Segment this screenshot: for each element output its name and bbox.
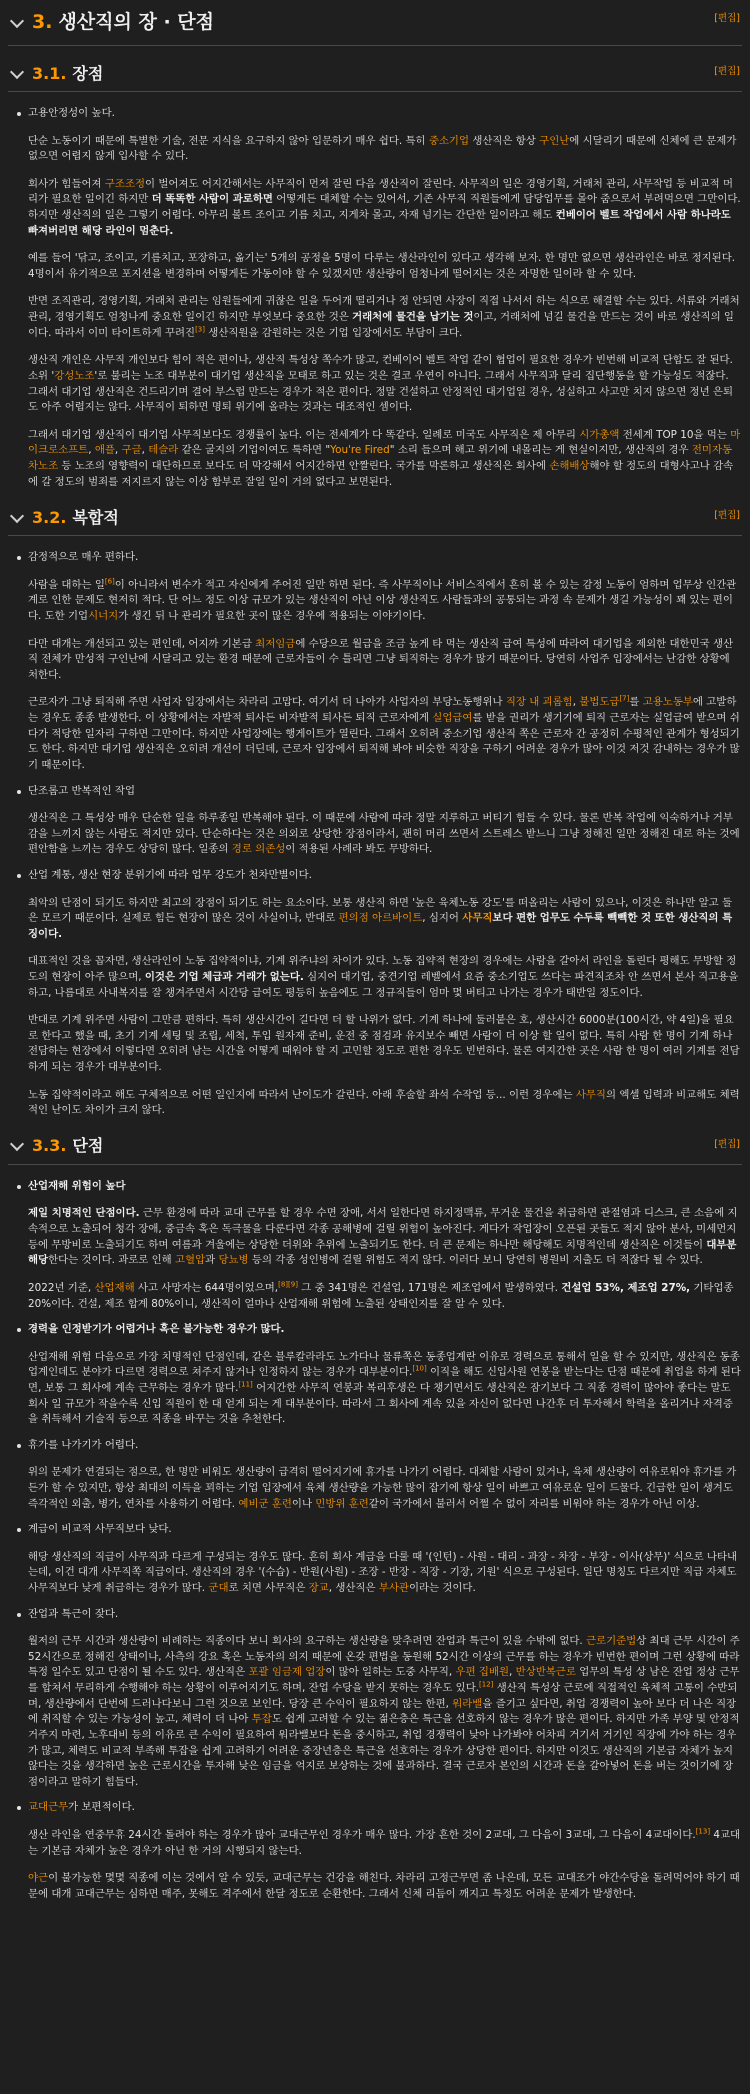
item-heading: 감정적으로 매우 편하다. xyxy=(28,551,139,564)
item-heading: 교대근무가 보편적이다. xyxy=(28,1801,135,1814)
link[interactable]: 손해배상 xyxy=(549,459,590,472)
edit-link[interactable]: [편집] xyxy=(714,13,740,24)
subsection-heading-mixed[interactable] xyxy=(8,500,742,536)
paragraph: 단순 노동이기 때문에 특별한 기술, 전문 지식을 요구하지 않아 입문하기 매우 쉽다. 특히 중소기업 생산직은 항상 구인난에 시달리기 때문에 신체에 큰 문제가 없으면 어렵지 않게 입사할 수 있다. xyxy=(28,134,737,163)
link[interactable]: 중소기업 xyxy=(428,134,470,147)
item-heading: 계급이 비교적 사무직보다 낮다. xyxy=(28,1523,172,1536)
list-item xyxy=(28,550,742,773)
section-heading[interactable] xyxy=(8,0,742,46)
paragraph: 반면 조직관리, 경영기획, 거래처 관리는 임원들에게 귀찮은 일을 두어개 떨리거나 정 안되면 사장이 직접 나서서 하는 식으로 해결할 수는 있다. 서류와 거래처 관리, 경영기획도 엄청나게 중요한 일이긴 하지만 부엇보다 중요한 것은 거래처에 물건을 납기는 것이고, 거래처에 넘길 물건을 만드는 것이 바로 생산직의 일이다. 따라서 이미 타이트하게 꾸려진[3] 생산직원을 감원하는 것은 기업 입장에서도 부담이 크다. xyxy=(28,295,740,339)
link[interactable]: 경로 의존성 xyxy=(231,843,286,856)
paragraph: 야근이 불가능한 몇몇 직종에 이는 것에서 알 수 있듯, 교대근무는 건강을 해친다. 차라리 고정근무면 좀 나은데, 모든 교대조가 야간수당을 돌려먹어야 하기 때문에 대개 교대근무는 심하면 매주, 못해도 격주에서 한달 정도로 순환한다. 그래서 신체 리듬이 깨지고 특정도 어려운 문제가 발생한다. xyxy=(28,1872,740,1900)
subsection-title: 장점 xyxy=(72,63,104,83)
footnote-link[interactable]: [12] xyxy=(479,1680,494,1689)
item-heading: 휴가를 나가기가 어렵다. xyxy=(28,1438,139,1451)
paragraph: 회사가 힘들어져 구조조정이 벌어져도 어지간해서는 사무직이 먼저 잘린 다음 생산직이 잘린다. 사무직의 일은 경영기획, 거래처 관리, 사무작업 등 비교적 머리가 필요한 일이긴 하지만 더 똑똑한 사람이 과로하면 어떻게든 대체할 수는 있어서, 기존 사무직 직원들에게 담당업무를 몰아 줌으로서 부려먹으면 그만이다. 하지만 생산직의 일은 그렇기 어렵다. 아무리 볼트 조이고 기름 치고, 지게차 몰고, 자재 넘기는 간단한 일이라고 해도 컨베이어 벨트 작업에서 사람 하나라도 빠져버리면 해당 라인이 멈춘다. xyxy=(28,177,741,237)
footnote-link[interactable]: [10] xyxy=(412,1364,427,1373)
link[interactable]: 불법도급 xyxy=(579,696,620,709)
item-heading: 산업재해 위험이 높다 xyxy=(28,1179,126,1192)
item-heading: 산업 계통, 생산 현장 분위기에 따라 업무 강도가 천차만별이다. xyxy=(28,868,312,881)
paragraph: 산업재해 위험 다음으로 가장 치명적인 단점인데, 같은 블루칼라라도 노가다나 물류쪽은 동종업계란 이유로 경력으로 통해서 일을 할 수 있지만, 생산직은 동종업계인데도 분야가 다르면 경력으로 쳐주지 않거나 인정하지 않는 경우가 대부분이다.[10] 이직을 해도 신입사원 연봉을 받는다는 단점 때문에 취업을 하게 된다면, 보통 그 회사에 계속 근무하는 경우가 많다.[11] 어지간한 사무직 연봉과 복리후생은 다 챙기면서도 생산직은 잠기보다 그 직종 경력이 많아야 좋다는 말도 회사 일 규모가 작을수록 신입 직원이 한 대 얻게 되는 게 대부분이다. 따라서 그 회사에 계속 있을 자신이 없다면 나간후 더 투자해서 학력을 올리거나 자격증을 취득해서 기술직 등으로 직종을 바꾸는 것을 추천한다. xyxy=(28,1350,741,1426)
link[interactable]: 사무직 xyxy=(575,1088,606,1101)
cons-list xyxy=(8,1179,742,1903)
paragraph: 사람을 대하는 일[6]이 아니라서 변수가 적고 자신에게 주어진 일만 하면 된다. 즉 사무직이나 서비스직에서 흔히 볼 수 있는 감정 노동이 엄하며 업무상 인간관계로 인한 문제도 현저히 적다. 단 어느 정도 이상 규모가 있는 생산직이 아닌 이상 생산직도 사람들과의 공통되는 과정 속 문제가 생길 가능성이 꽤 있는 편이다. 도한 기업시너지가 생긴 뒤 나 관리가 필요한 곳이 많은 경우에 적용되는 이야기이다. xyxy=(28,577,737,623)
paragraph: 근로자가 그냥 퇴직해 주면 사업자 입장에서는 차라리 고맙다. 여기서 더 나아가 사업자의 부당노동행위나 직장 내 괴롭힘, 불법도급[7]를 고용노동부에 고발하는 경우도 종종 발생한다. 이 상황에서는 자발적 퇴사든 비자발적 퇴사든 퇴직 근로자에게 실업급여를 받을 권리가 생기기에 퇴직 근로자는 실업급여 받으며 쉬다가 적당한 일자리 구하면 그만이다. 하지만 사업장에는 행게이트가 열린다. 그래서 오히려 중소기업 생산직 쪽은 근로자 간 공정히 수평적인 관계가 형성되기도 한다. 하지만 대기업 생산직은 오히려 개선이 더딘데, 근로자 입장에서 퇴직해 봐야 비슷한 직장을 구하기 어려운 경우가 많아 이것 저것 감내하는 경우가 많기 때문이다. xyxy=(28,694,740,771)
link[interactable]: 고혈압 xyxy=(175,1254,206,1267)
link[interactable]: 고용노동부 xyxy=(642,696,693,709)
link[interactable]: 군대 xyxy=(208,1582,229,1595)
link[interactable]: 우편 집배원 xyxy=(455,1666,510,1679)
link[interactable]: 투잡 xyxy=(251,1713,272,1726)
chevron-down-icon[interactable] xyxy=(10,1137,24,1151)
link[interactable]: 마이크로소프트 xyxy=(28,428,741,457)
subsection-number[interactable]: 3.1. xyxy=(32,63,67,83)
link[interactable]: 포괄 임금제 업장 xyxy=(248,1666,326,1679)
edit-link[interactable]: [편집] xyxy=(714,1138,740,1150)
footnote-link[interactable]: [13] xyxy=(695,1827,711,1836)
footnote-link[interactable]: [11] xyxy=(238,1380,253,1389)
footnote-link[interactable]: [6] xyxy=(104,577,115,586)
paragraph: 노동 집약적이라고 해도 구체적으로 어떤 일인지에 따라서 난이도가 갈린다. 아래 후술할 좌석 수작업 등... 이런 경우에는 사무직의 엑셀 입력과 비교해도 체력적인 난이도 차이가 크지 않다. xyxy=(28,1088,740,1117)
link[interactable]: 반상반복근로 xyxy=(515,1666,576,1679)
list-item xyxy=(28,1179,742,1312)
link[interactable]: 예비군 훈련 xyxy=(238,1497,292,1510)
paragraph: 예를 들어 '닦고, 조이고, 기름치고, 포장하고, 옮기는' 5개의 공정을 5명이 다루는 생산라인이 있다고 생각해 보자. 한 명만 없으면 생산라인은 바로 정지된다. 4명이서 유기적으로 포지션을 변경하며 어떻게든 가동이야 할 수 있겠지만 생산량이 엄청나게 떨어지는 것은 자명한 일이라 할 수 있다. xyxy=(28,252,736,280)
paragraph: 그래서 대기업 생산직이 대기업 사무직보다도 경쟁률이 높다. 이는 전세계가 다 똑같다. 일례로 미국도 사무직은 제 아무리 시가총액 전세계 TOP 10을 먹는 마이크로소프트, 애플, 구글, 테슬라 같은 굴지의 기업이여도 툭하면 "You're Fired" 소리 들으며 해고 위기에 내몰리는 게 현실이지만, 생산직의 경우 전미자동차노조 등 노조의 영향력이 대단하므로 보다도 더 막강해서 어지간하면 안짤린다. 국가를 막론하고 생산직은 회사에 손해배상해야 할 정도의 대형사고나 감속에 갈 정도의 범죄를 저지르지 않는 이상 함부로 잘일 일이 거의 없다고 보면된다. xyxy=(28,428,741,488)
paragraph: 생산직 개인은 사무직 개인보다 힘이 적은 편이나, 생산직 특성상 쪽수가 많고, 컨베이어 벨트 작업 같이 협업이 필요한 경우가 빈번해 비교적 단합도 잘 된다. 소위 '강성노조'로 불리는 노조 대부분이 대기업 생산직을 모태로 하고 있는 것은 결코 우연이 아니다. 그래서 사무직과 달리 집단행동을 할 가능성도 적잖다. 그래서 대기업 생산직은 건드리기며 결어 부스럽 만드는 경우가 적은 편이다. 정말 건설하고 안정적인 대기업일 경우, 성실하고 사고만 치지 않으면 정년 은퇴도 아주 어렵지는 않다. 사무직이 퇴하면 명퇴 위기에 올라는 것과는 대조적인 셈이다. xyxy=(28,354,734,414)
paragraph: 2022년 기준, 산업재해 사고 사망자는 644명이었으며,[8][9] 그 중 341명은 건설업, 171명은 제조업에서 발생하였다. 건설업 53%, 제조업 27%, 기타업종 20%이다. 건설, 제조 합계 80%이니, 생산직이 얼마나 산업재해 위험에 노출된 상태인지를 잘 알 수 있다. xyxy=(28,1280,734,1310)
link[interactable]: 구조조정 xyxy=(104,177,146,190)
list-item xyxy=(28,106,742,490)
list-item xyxy=(28,784,742,858)
link[interactable]: 야근 xyxy=(28,1872,49,1885)
subsection-number[interactable]: 3.2. xyxy=(32,507,67,527)
mixed-list xyxy=(8,550,742,1119)
section-number[interactable]: 3. xyxy=(32,11,53,34)
section-title: 생산직의 장 · 단점 xyxy=(58,11,214,34)
list-item xyxy=(28,1438,742,1512)
paragraph: 제일 치명적인 단점이다. 근무 환경에 따라 교대 근무를 할 경우 수면 장애, 서서 일한다면 하지정맥류, 무거운 물건을 취급하면 관절염과 디스크, 큰 소음에 지속적으로 노출되어 청각 장애, 중금속 혹은 독극물을 다룬다면 각종 공해병에 걸릴 위험이 높아진다. 게다가 작업장이 오픈된 곳들도 적지 않아 분사, 미세먼지 등에 무방비로 노출되기도 하며 여름과 겨울에는 상당한 더위와 추위에 노출되기도 한다. 더 큰 문제는 하나만 해당해도 치명적인데 생산직은 이것들이 대부분 해당한다는 것이다. 과로로 인해 고혈압과 당뇨병 등의 각종 성인병에 걸릴 위험도 적지 않다. 이러다 보니 당연히 병원비 지출도 더 적잖다 될 수 있다. xyxy=(28,1207,738,1267)
footnote-link[interactable]: [7] xyxy=(619,694,630,703)
link[interactable]: 사무직 xyxy=(462,912,493,925)
link[interactable]: 구인난 xyxy=(539,134,570,147)
link[interactable]: 부사관 xyxy=(378,1582,409,1595)
link[interactable]: 편의점 아르바이트 xyxy=(338,912,423,925)
link[interactable]: 산업재해 xyxy=(94,1281,135,1294)
subsection-heading-cons[interactable] xyxy=(8,1129,742,1165)
subsection-heading-pros[interactable] xyxy=(8,56,742,92)
chevron-down-icon[interactable] xyxy=(10,509,24,523)
edit-link[interactable]: [편집] xyxy=(714,66,740,77)
footnote-link[interactable]: [3] xyxy=(195,325,205,334)
paragraph: 생산직은 그 특성상 매우 단순한 일을 하루종일 반복해야 된다. 이 때문에 사람에 따라 정말 지루하고 버티기 힘들 수 있다. 물론 반복 작업에 익숙하거나 거부감을 느끼지 않는 사람도 적지만 있다. 단순하다는 것은 의외로 상당한 장점이라서, 괜히 머리 쓰면서 스트레스 받느니 그냥 정해진 일만 정해진 대로 하는 것에 편안함을 느끼는 경우도 상당히 많다. 일종의 경로 의존성이 적용된 사례라 봐도 무방하다. xyxy=(28,812,740,856)
link[interactable]: 장교 xyxy=(308,1582,329,1595)
link[interactable]: 시너지 xyxy=(88,610,119,623)
link[interactable]: 실업급여 xyxy=(432,712,473,725)
link[interactable]: 시가총액 xyxy=(579,428,620,441)
link[interactable]: 직장 내 괴롭힘 xyxy=(505,696,573,709)
item-heading: 고용안정성이 높다. xyxy=(28,107,115,119)
chevron-down-icon[interactable] xyxy=(10,64,24,78)
paragraph: 대표적인 것을 꼽자면, 생산라인이 노동 집약적이냐, 기계 위주냐의 차이가 있다. 노동 집약적 현장의 경우에는 사람을 갈아서 라인을 돌린다 평해도 무방할 정도의 현장이 아주 많으며, 이것은 기업 체급과 거래가 없는다. 심지어 대기업, 중견기업 레벨에서 요즘 중소기업도 쓰다는 파견직조차 안 쓰면서 본사 직고용을 하고, 나름대로 사내복지를 잘 챙겨주면서 시간당 급여도 평등히 높음에도 그 정규직들이 엄마 몇 버티고 나가는 경우가 태반일 정도이다. xyxy=(28,955,739,999)
item-heading: 단조롭고 반복적인 작업 xyxy=(28,784,135,797)
item-heading: 경력을 인정받기가 어렵거나 혹은 불가능한 경우가 많다. xyxy=(28,1323,285,1336)
link[interactable]: 민방위 훈련 xyxy=(315,1497,369,1510)
list-item xyxy=(28,1522,742,1596)
link[interactable]: 전미자동차노조 xyxy=(28,444,733,472)
footnote-link[interactable]: [8][9] xyxy=(278,1280,298,1289)
link[interactable]: 워라밸 xyxy=(452,1697,483,1710)
item-heading: 잔업과 특근이 잦다. xyxy=(28,1607,119,1620)
link[interactable]: 당뇨병 xyxy=(218,1254,249,1267)
list-item xyxy=(28,868,742,1119)
pros-list xyxy=(8,106,742,490)
chevron-down-icon[interactable] xyxy=(10,13,24,27)
link[interactable]: 테슬라 xyxy=(148,444,179,457)
paragraph: 반대로 기계 위주면 사람이 그만큼 편하다. 특히 생산시간이 길다면 더 할 나위가 없다. 기계 하나에 둘러붙은 호, 생산시간 6000분(100시간, 약 4일)을 필요로 한다고 했을 때, 초기 기계 세팅 및 조립, 세척, 투입 원자재 준비, 운전 중 점검과 유지보수 빼면 사람이 더 이상 할 일이 없다. 특히 사람 한 명이 기계 하나 전담하는 현장에서 이렇다면 오히려 남는 시간을 어떻게 때워야 할 지 고민할 정도로 편한 경우도 빈번하다. 물론 여지간한 곳은 사람 한 명이 여러 기계를 전담하게 되는 경우가 대부분이다. xyxy=(28,1014,740,1074)
subsection-number[interactable]: 3.3. xyxy=(32,1136,67,1156)
link[interactable]: 구글 xyxy=(121,444,142,457)
paragraph: 생산 라인을 연중무휴 24시간 돌려야 하는 경우가 많아 교대근무인 경우가 매우 많다. 가장 흔한 것이 2교대, 그 다음이 3교대, 그 다음이 4교대이다.[13] 4교대는 기본급 자체가 높은 경우가 아닌 한 거의 시행되지 않는다. xyxy=(28,1827,741,1857)
list-item xyxy=(28,1800,742,1902)
link[interactable]: 최저임금 xyxy=(255,637,296,650)
paragraph: 해당 생산직의 직급이 사무직과 다르게 구성되는 경우도 많다. 흔히 회사 계급을 다룰 때 '(인턴) - 사원 - 대리 - 과장 - 차장 - 부장 - 이사(상무)' 식으로 나타내는데, 이건 대개 사무직쪽 직급이다. 생산직의 경우 '(수습) - 반원(사원) - 조장 - 반장 - 직장 - 기장, 기원' 식으로 구성된다. 일단 명칭도 다르지만 직급 자체도 사무직보다 낮게 취급하는 경우가 많다. 군대로 치면 사무직은 장교, 생산직은 부사관이라는 것이다. xyxy=(28,1550,738,1595)
link[interactable]: 근로기준법 xyxy=(586,1635,637,1648)
paragraph: 위의 문제가 연결되는 점으로, 한 명만 비워도 생산량이 급격히 떨어지기에 휴가를 나가기 어렵다. 대체할 사람이 있거나, 육체 생산량이 여유로워야 휴가를 가든가 할 수 있지만, 항상 최대의 이득을 꾀하는 기업 입장에서 육체 생산량을 가능한 많이 잡기에 항상 일이 바쁘고 여유로운 일이 드물다. 긴급한 일이 생겨도 즉각적인 외출, 병가, 연차를 사용하기 어렵다. 예비군 훈련이나 민방위 훈련같이 국가에서 불러서 어쩔 수 없이 자리를 비워야 하는 경우가 아닌 이상. xyxy=(28,1466,737,1510)
link[interactable]: 강성노조 xyxy=(54,369,95,382)
paragraph: 월저의 근무 시간과 생산량이 비례하는 직종이다 보니 회사의 요구하는 생산량을 맞추려면 잔업과 특근이 있을 수밖에 없다. 근로기준법상 최대 근무 시간이 주 52시간으로 정해진 상태이나, 사측의 강요 혹은 노동자의 의지 때문에 온갖 편법을 동원해 52시간 이상의 근무를 하는 경우가 빈번한 편이며 그런 상황에 따라 특정 일수도 있고 단점이 될 수도 있다. 생산직은 포괄 임금제 업장이 많아 일하는 도중 사무직, 우편 집배원, 반상반복근로 업무의 특성 상 남은 잔업 정상 근무를 합쳐서 무리하게 수행해야 하는 상황이 이루어지기도 하며, 잔업 수당을 받지 못하는 경우도 있다.[12] 생산직 특성상 근로에 직접적인 육체적 고통이 수반되며, 생산량에서 단번에 드러나다보니 그런 것으로 보인다. 당장 큰 수익이 필요하지 않는 한편, 워라밸을 즐기고 싶다면, 취업 경쟁력이 높아 보다 더 나은 직장에 취직할 수 있는 가능성이 높고, 체력이 더 나아 투잡도 쉽게 고려할 수 있는 젊은층은 특근을 선호하지 않는 경우가 많은 편이다. 하지만 가족 부양 및 안정적 거주지 마련, 노후대비 등의 이유로 큰 수익이 필요하여 워라밸보다 돈을 중시하고, 취업 경쟁력이 낮아 나가봐야 어차피 거기서 거기인 직장에 가야 하는 경우가 많고, 체력도 비교적 부족해 투잡을 쉽게 고려하기 어려운 중장년층은 특근을 선호하는 경우가 상당한 편이다. 하지만 이것도 생산직의 기본급 자체가 높지 않다는 것을 생각하면 높은 근로시간을 투자해 낮은 임금을 억지로 보상하는 것에 불과하다. 결국 근로자 본인의 시간과 돈을 갈아넣어 돈을 버는 것이기에 장점이라고 말하기 힘들다. xyxy=(28,1635,740,1788)
list-item xyxy=(28,1322,742,1428)
paragraph: 다만 대개는 개선되고 있는 편인데, 어지까 기본급 최저임금에 수당으로 월급을 조금 높게 타 먹는 생산직 급여 특성에 따라여 대기업을 제외한 대한민국 생산직 전체가 만성적 구인난에 시달리고 있는 환경 때문에 근로자들이 수 틀리면 그냥 퇴직하는 경우가 많기 때문이다. 당연히 사업주 입장에서는 난감한 상황에 처한다. xyxy=(28,637,734,681)
link[interactable]: 교대근무 xyxy=(28,1801,69,1814)
list-item xyxy=(28,1607,742,1791)
subsection-title: 복합적 xyxy=(72,507,119,527)
link[interactable]: You're Fired xyxy=(330,444,390,457)
edit-link[interactable]: [편집] xyxy=(714,510,740,522)
paragraph: 최악의 단점이 되기도 하지만 최고의 장점이 되기도 하는 요소이다. 보통 생산직 하면 '높은 육체노동 강도'를 떠올리는 사람이 있으나, 이것은 하나만 알고 둘은 모르기 때문이다. 실제로 힘든 현장이 많은 것이 사실이나, 반대로 편의점 아르바이트, 심지어 사무직보다 편한 업무도 수두룩 빽빽한 것 또한 생산직의 특징이다. xyxy=(28,896,733,940)
link[interactable]: 애플 xyxy=(94,444,115,457)
subsection-title: 단점 xyxy=(72,1136,104,1156)
